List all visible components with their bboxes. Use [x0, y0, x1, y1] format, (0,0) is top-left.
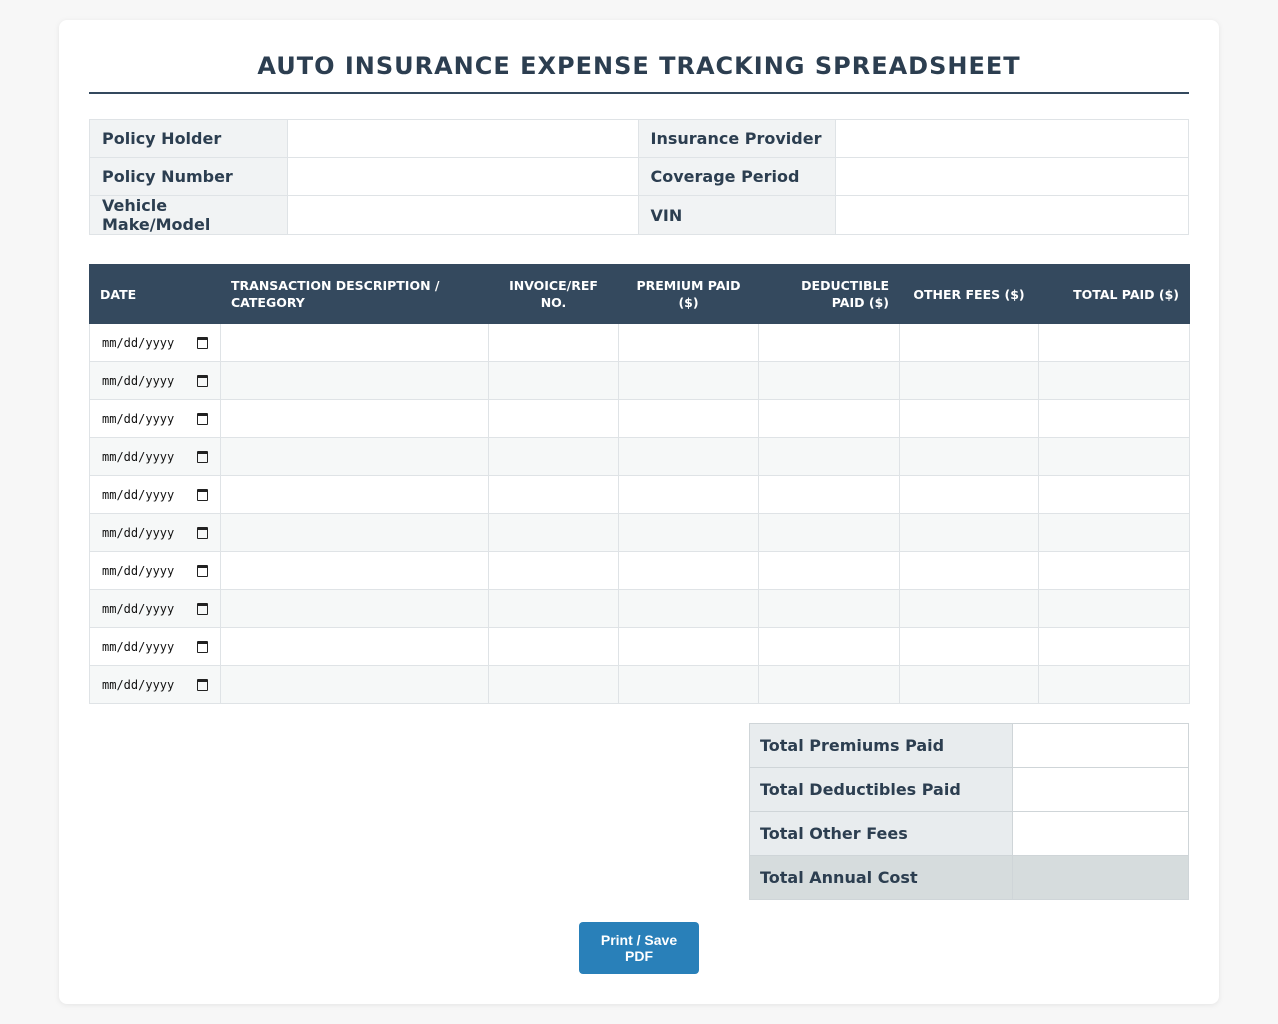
table-row — [90, 438, 1190, 476]
total-annual-cost-label: Total Annual Cost — [750, 856, 1013, 900]
table-row — [90, 476, 1190, 514]
calendar-icon[interactable] — [197, 679, 208, 691]
invoice-cell[interactable] — [489, 628, 619, 666]
title-divider — [89, 92, 1189, 94]
total-deductibles-value — [1013, 768, 1189, 812]
invoice-cell[interactable] — [489, 438, 619, 476]
other-fees-cell[interactable] — [900, 666, 1039, 704]
calendar-icon[interactable] — [197, 337, 208, 349]
other-fees-cell[interactable] — [900, 324, 1039, 362]
other-fees-cell[interactable] — [900, 552, 1039, 590]
vehicle-model-label: Vehicle Make/Model — [90, 196, 288, 235]
total-annual-cost-value — [1013, 856, 1189, 900]
description-cell[interactable] — [221, 514, 489, 552]
total-paid-cell[interactable] — [1039, 666, 1190, 704]
total-other-fees-label: Total Other Fees — [750, 812, 1013, 856]
insurance-provider-input[interactable] — [848, 129, 1180, 149]
insurance-provider-cell[interactable] — [836, 120, 1189, 158]
deductible-cell[interactable] — [759, 628, 900, 666]
date-placeholder: mm/dd/yyyy — [102, 411, 175, 426]
date-cell[interactable] — [90, 476, 221, 514]
table-row — [90, 400, 1190, 438]
other-fees-cell[interactable] — [900, 590, 1039, 628]
total-deductibles-label: Total Deductibles Paid — [750, 768, 1013, 812]
date-input[interactable] — [100, 640, 210, 654]
description-cell[interactable] — [221, 476, 489, 514]
col-header-total: TOTAL PAID ($) — [1039, 265, 1190, 324]
deductible-cell[interactable] — [759, 438, 900, 476]
description-cell[interactable] — [221, 666, 489, 704]
policy-holder-cell[interactable] — [287, 120, 638, 158]
other-fees-cell[interactable] — [900, 476, 1039, 514]
totals-row — [750, 856, 1189, 900]
calendar-icon[interactable] — [197, 565, 208, 577]
info-row — [90, 196, 1189, 235]
table-row — [90, 666, 1190, 704]
date-cell[interactable] — [90, 438, 221, 476]
calendar-icon[interactable] — [197, 527, 208, 539]
col-header-invoice: INVOICE/REF NO. — [489, 265, 619, 324]
total-premiums-label: Total Premiums Paid — [750, 724, 1013, 768]
other-fees-cell[interactable] — [900, 400, 1039, 438]
other-fees-cell[interactable] — [900, 514, 1039, 552]
description-cell[interactable] — [221, 400, 489, 438]
date-placeholder: mm/dd/yyyy — [102, 601, 175, 616]
expense-table — [89, 264, 1190, 704]
date-input[interactable] — [100, 526, 210, 540]
premium-cell[interactable] — [619, 552, 759, 590]
deductible-cell[interactable] — [759, 400, 900, 438]
deductible-cell[interactable] — [759, 552, 900, 590]
date-cell[interactable] — [90, 666, 221, 704]
premium-cell[interactable] — [619, 438, 759, 476]
other-fees-cell[interactable] — [900, 438, 1039, 476]
vin-label: VIN — [638, 196, 836, 235]
total-paid-cell[interactable] — [1039, 400, 1190, 438]
totals-table — [749, 723, 1189, 900]
premium-cell[interactable] — [619, 666, 759, 704]
date-cell[interactable] — [90, 362, 221, 400]
date-placeholder: mm/dd/yyyy — [102, 373, 175, 388]
date-input[interactable] — [100, 564, 210, 578]
calendar-icon[interactable] — [197, 451, 208, 463]
col-header-other-fees: OTHER FEES ($) — [900, 265, 1039, 324]
totals-row — [750, 812, 1189, 856]
total-other-fees-value — [1013, 812, 1189, 856]
col-header-premium: PREMIUM PAID ($) — [619, 265, 759, 324]
page-title: AUTO INSURANCE EXPENSE TRACKING SPREADSHEET — [257, 52, 1021, 80]
total-paid-cell[interactable] — [1039, 590, 1190, 628]
deductible-cell[interactable] — [759, 666, 900, 704]
date-placeholder: mm/dd/yyyy — [102, 487, 175, 502]
total-premiums-value — [1013, 724, 1189, 768]
date-input[interactable] — [100, 678, 210, 692]
policy-number-label: Policy Number — [90, 158, 288, 196]
calendar-icon[interactable] — [197, 413, 208, 425]
deductible-cell[interactable] — [759, 590, 900, 628]
print-save-pdf-button[interactable]: Print / Save PDF — [579, 922, 699, 974]
coverage-period-input[interactable] — [848, 167, 1180, 187]
vin-input[interactable] — [848, 205, 1180, 225]
col-header-date: DATE — [90, 265, 221, 324]
description-cell[interactable] — [221, 362, 489, 400]
calendar-icon[interactable] — [197, 641, 208, 653]
table-row — [90, 514, 1190, 552]
calendar-icon[interactable] — [197, 603, 208, 615]
date-placeholder: mm/dd/yyyy — [102, 525, 175, 540]
col-header-deductible: DEDUCTIBLE PAID ($) — [759, 265, 900, 324]
description-cell[interactable] — [221, 590, 489, 628]
date-cell[interactable] — [90, 628, 221, 666]
coverage-period-label: Coverage Period — [638, 158, 836, 196]
deductible-cell[interactable] — [759, 476, 900, 514]
premium-cell[interactable] — [619, 324, 759, 362]
coverage-period-cell[interactable] — [836, 158, 1189, 196]
other-fees-cell[interactable] — [900, 628, 1039, 666]
info-row — [90, 120, 1189, 158]
calendar-icon[interactable] — [197, 489, 208, 501]
description-cell[interactable] — [221, 438, 489, 476]
date-placeholder: mm/dd/yyyy — [102, 639, 175, 654]
date-input[interactable] — [100, 374, 210, 388]
deductible-cell[interactable] — [759, 514, 900, 552]
date-placeholder: mm/dd/yyyy — [102, 563, 175, 578]
insurance-provider-label: Insurance Provider — [638, 120, 836, 158]
totals-row — [750, 768, 1189, 812]
deductible-cell[interactable] — [759, 362, 900, 400]
info-row — [90, 158, 1189, 196]
total-paid-cell[interactable] — [1039, 552, 1190, 590]
invoice-cell[interactable] — [489, 590, 619, 628]
vehicle-model-input[interactable] — [300, 205, 630, 225]
premium-cell[interactable] — [619, 400, 759, 438]
vin-cell[interactable] — [836, 196, 1189, 235]
spreadsheet-card — [59, 20, 1219, 1004]
date-cell[interactable] — [90, 400, 221, 438]
table-row — [90, 552, 1190, 590]
policy-holder-label: Policy Holder — [90, 120, 288, 158]
date-cell[interactable] — [90, 324, 221, 362]
date-placeholder: mm/dd/yyyy — [102, 335, 175, 350]
total-paid-cell[interactable] — [1039, 476, 1190, 514]
total-paid-cell[interactable] — [1039, 362, 1190, 400]
premium-cell[interactable] — [619, 476, 759, 514]
total-paid-cell[interactable] — [1039, 628, 1190, 666]
expense-table-body — [90, 324, 1190, 704]
date-input[interactable] — [100, 488, 210, 502]
table-row — [90, 362, 1190, 400]
description-cell[interactable] — [221, 628, 489, 666]
total-paid-cell[interactable] — [1039, 514, 1190, 552]
invoice-cell[interactable] — [489, 324, 619, 362]
invoice-cell[interactable] — [489, 476, 619, 514]
expense-table-header — [90, 265, 1190, 324]
table-row — [90, 590, 1190, 628]
policy-number-input[interactable] — [300, 167, 630, 187]
totals-row — [750, 724, 1189, 768]
date-input[interactable] — [100, 450, 210, 464]
date-input[interactable] — [100, 602, 210, 616]
col-header-description: TRANSACTION DESCRIPTION / CATEGORY — [221, 265, 489, 324]
invoice-cell[interactable] — [489, 400, 619, 438]
premium-cell[interactable] — [619, 514, 759, 552]
description-cell[interactable] — [221, 324, 489, 362]
invoice-cell[interactable] — [489, 552, 619, 590]
vehicle-model-cell[interactable] — [287, 196, 638, 235]
invoice-cell[interactable] — [489, 362, 619, 400]
premium-cell[interactable] — [619, 628, 759, 666]
date-input[interactable] — [100, 336, 210, 350]
date-input[interactable] — [100, 412, 210, 426]
date-cell[interactable] — [90, 590, 221, 628]
policy-number-cell[interactable] — [287, 158, 638, 196]
policy-holder-input[interactable] — [300, 129, 630, 149]
description-cell[interactable] — [221, 552, 489, 590]
invoice-cell[interactable] — [489, 666, 619, 704]
table-row — [90, 324, 1190, 362]
date-placeholder: mm/dd/yyyy — [102, 449, 175, 464]
total-paid-cell[interactable] — [1039, 438, 1190, 476]
premium-cell[interactable] — [619, 590, 759, 628]
table-row — [90, 628, 1190, 666]
calendar-icon[interactable] — [197, 375, 208, 387]
total-paid-cell[interactable] — [1039, 324, 1190, 362]
date-cell[interactable] — [90, 514, 221, 552]
policy-info-table — [89, 119, 1189, 235]
premium-cell[interactable] — [619, 362, 759, 400]
invoice-cell[interactable] — [489, 514, 619, 552]
date-placeholder: mm/dd/yyyy — [102, 677, 175, 692]
other-fees-cell[interactable] — [900, 362, 1039, 400]
deductible-cell[interactable] — [759, 324, 900, 362]
date-cell[interactable] — [90, 552, 221, 590]
